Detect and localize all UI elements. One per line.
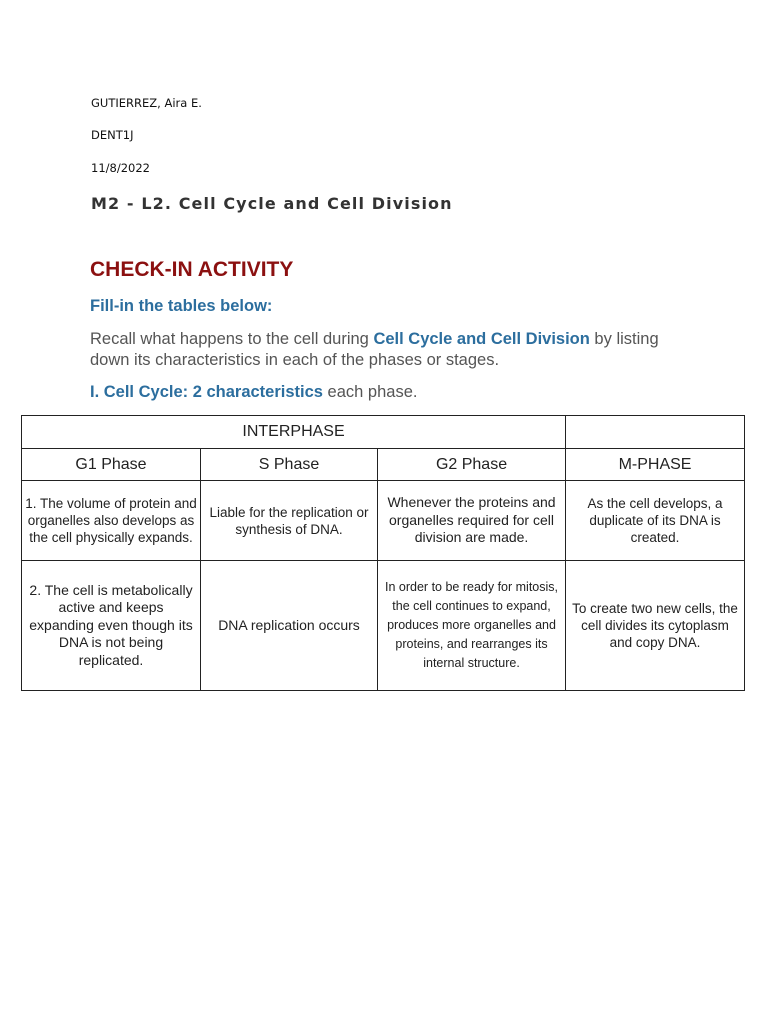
date: 11/8/2022 (91, 161, 150, 175)
table-cell-s-1: Liable for the replication or synthesis of DNA. (201, 481, 378, 561)
column-header-s: S Phase (201, 449, 378, 481)
instructions-highlight: Cell Cycle and Cell Division (373, 330, 590, 348)
cell-cycle-table (21, 415, 745, 691)
section-heading-highlight: I. Cell Cycle: 2 characteristics (90, 383, 323, 401)
table-group-header-row (22, 416, 745, 449)
table-cell-m-2: To create two new cells, the cell divides its cytoplasm and copy DNA. (566, 561, 745, 691)
column-header-m: M-PHASE (566, 449, 745, 481)
module-title: M2 - L2. Cell Cycle and Cell Division (91, 194, 453, 213)
section-heading (90, 383, 417, 402)
table-header-row (22, 449, 745, 481)
table-cell-g1-2: 2. The cell is metabolically active and keeps expanding even though its DNA is not being replicated. (22, 561, 201, 691)
instructions-text-start: Recall what happens to the cell during (90, 330, 374, 348)
table-cell-g1-1: 1. The volume of protein and organelles also develops as the cell physically expands. (22, 481, 201, 561)
table-cell-s-2: DNA replication occurs (201, 561, 378, 691)
interphase-header: INTERPHASE (22, 416, 566, 449)
empty-header-cell (566, 416, 745, 449)
section-heading-text: each phase. (322, 383, 418, 401)
table-cell-g2-1: Whenever the proteins and organelles required for cell division are made. (378, 481, 566, 561)
table-cell-g2-2: In order to be ready for mitosis, the cell continues to expand, produces more organelles and proteins, and rearranges its internal structure. (378, 561, 566, 691)
class-section: DENT1J (91, 128, 134, 142)
instructions-paragraph (90, 329, 690, 371)
column-header-g2: G2 Phase (378, 449, 566, 481)
instructions-text-end: by listing down its characteristics in each of the phases or stages. (90, 330, 659, 369)
student-name: GUTIERREZ, Aira E. (91, 96, 202, 110)
table-cell-m-1: As the cell develops, a duplicate of its DNA is created. (566, 481, 745, 561)
fill-in-instruction: Fill-in the tables below: (90, 297, 273, 315)
table-row (22, 481, 745, 561)
column-header-g1: G1 Phase (22, 449, 201, 481)
activity-title: CHECK-IN ACTIVITY (90, 258, 294, 281)
table-row (22, 561, 745, 691)
